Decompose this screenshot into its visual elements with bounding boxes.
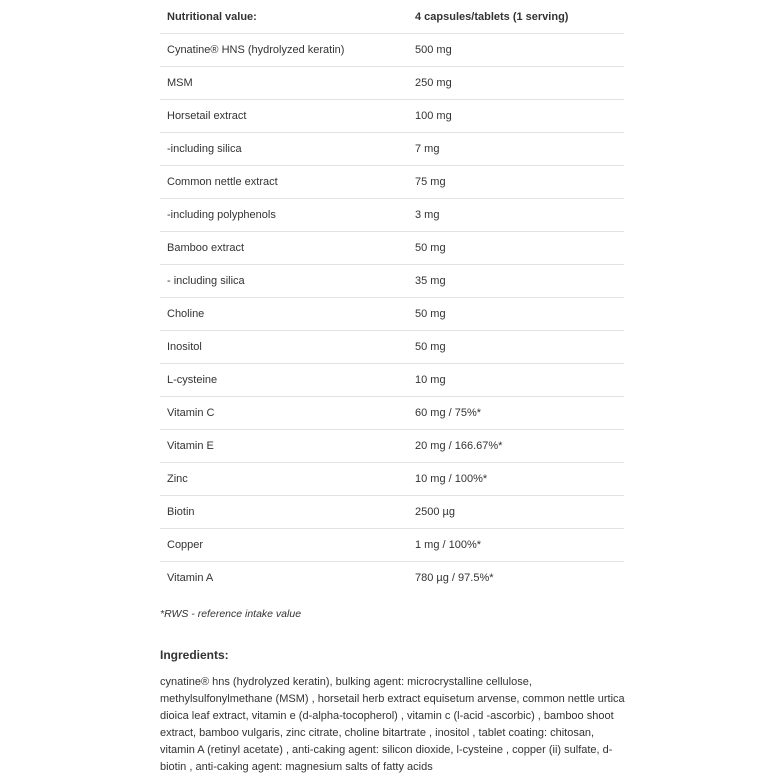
nutrient-name: Vitamin A (167, 572, 214, 584)
nutrient-name: - including silica (160, 265, 408, 298)
nutrient-name: Vitamin E (160, 430, 408, 463)
nutrient-name: Horsetail extract (160, 100, 408, 133)
nutrient-amount: 1 mg / 100%* (408, 529, 624, 562)
nutrient-amount: 3 mg (408, 199, 624, 232)
nutrient-name: Cynatine® HNS (hydrolyzed keratin) (160, 34, 408, 67)
ingredients-heading: Ingredients: (160, 648, 229, 662)
table-row (160, 100, 624, 133)
table-row (160, 133, 624, 166)
nutrient-amount: 250 mg (408, 67, 624, 100)
nutrition-table-body (160, 34, 624, 595)
nutrient-name: Inositol (160, 331, 408, 364)
nutrient-amount: 500 mg (408, 34, 624, 67)
nutrient-name: Vitamin C (160, 397, 408, 430)
reference-intake-footnote: *RWS - reference intake value (160, 608, 302, 620)
table-row (160, 67, 624, 100)
nutrient-name: -including polyphenols (160, 199, 408, 232)
nutrient-amount: 2500 µg (408, 496, 624, 529)
nutrient-amount: 780 µg / 97.5%* (415, 572, 494, 584)
nutrient-amount: 10 mg (408, 364, 624, 397)
nutrient-name: Biotin (160, 496, 408, 529)
table-row (160, 166, 624, 199)
table-row (160, 463, 624, 496)
table-row (160, 298, 624, 331)
table-row (160, 265, 624, 298)
nutrient-amount: 50 mg (408, 331, 624, 364)
nutrition-table (160, 0, 624, 594)
nutrient-name: Choline (160, 298, 408, 331)
table-row (160, 496, 624, 529)
table-row (160, 199, 624, 232)
nutrient-amount: 10 mg / 100%* (408, 463, 624, 496)
nutrient-amount: 50 mg (408, 232, 624, 265)
table-row (160, 430, 624, 463)
nutrient-name: Zinc (160, 463, 408, 496)
nutrient-name: Common nettle extract (160, 166, 408, 199)
table-row (160, 34, 624, 67)
table-row (160, 364, 624, 397)
nutrient-amount: 75 mg (408, 166, 624, 199)
table-row (160, 562, 624, 595)
nutrient-name: Copper (160, 529, 408, 562)
header-nutritional-value: Nutritional value: (160, 0, 408, 34)
nutrient-name: -including silica (160, 133, 408, 166)
nutrient-amount: 35 mg (408, 265, 624, 298)
nutrient-amount: 7 mg (408, 133, 624, 166)
header-serving: 4 capsules/tablets (1 serving) (408, 0, 624, 34)
table-row (160, 397, 624, 430)
nutrient-name: Bamboo extract (160, 232, 408, 265)
nutrient-amount: 60 mg / 75%* (408, 397, 624, 430)
nutrient-amount: 20 mg / 166.67%* (408, 430, 624, 463)
nutrient-name: MSM (160, 67, 408, 100)
table-header-row (160, 0, 624, 34)
nutrient-amount: 50 mg (408, 298, 624, 331)
product-details (160, 0, 625, 773)
table-row (160, 529, 624, 562)
table-row (160, 232, 624, 265)
table-row (160, 331, 624, 364)
ingredients-text: cynatine® hns (hydrolyzed keratin), bulking agent: microcrystalline cellulose, methylsulfonylmethane (MSM) , horsetail herb extract equisetum arvense, common nettle urtica dioica leaf extract, vitamin e (d-alpha-tocopherol) , vitamin c (l-acid -ascorbic) , bamboo shoot extract, bamboo vulgaris, zinc citrate, choline bitartrate , inositol , tablet coating: chitosan, vitamin A (retinyl acetate) , anti-caking agent: silicon dioxide, l-cysteine , copper (ii) sulfate, d-biotin , anti-caking agent: magnesium salts of fatty acids (160, 676, 625, 773)
nutrient-amount: 100 mg (408, 100, 624, 133)
nutrient-name: L-cysteine (160, 364, 408, 397)
